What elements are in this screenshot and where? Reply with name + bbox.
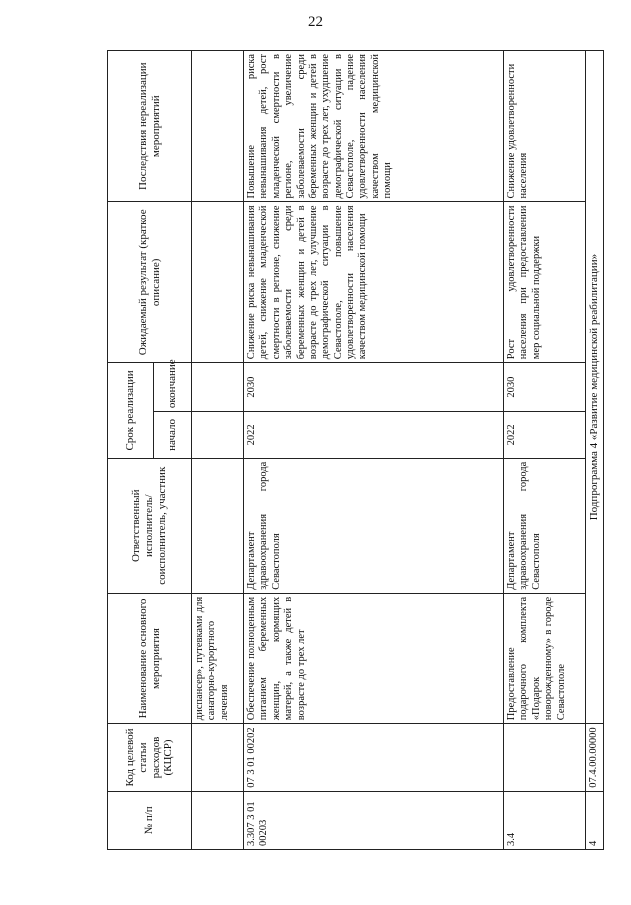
row-start xyxy=(192,412,244,459)
header-row xyxy=(108,51,154,850)
row-executor: Департамент здравоохранения города Севастополя xyxy=(244,458,504,593)
row-start: 2022 xyxy=(504,412,586,459)
row-executor: Департамент здравоохранения города Севастополя xyxy=(504,458,586,593)
subprogram-row xyxy=(586,51,604,850)
rotated-table-container xyxy=(107,50,601,850)
header-result: Ожидаемый результат (краткое описание) xyxy=(108,202,192,363)
row-result: Рост удовлетворенности населения при предоставлении мер социальной поддержки xyxy=(504,202,586,363)
row-executor xyxy=(192,458,244,593)
row-consequences xyxy=(192,51,244,202)
page-number: 22 xyxy=(308,14,323,30)
header-term: Срок реализации xyxy=(108,363,154,459)
row-result: Снижение риска невынашивания детей, снижение младенческой смертности в регионе, снижение заболеваемости среди беременных женщин и детей в возрасте до трех лет, улучшение демографической ситуации в Севастополе, повышение удовлетворенности населения качеством медицинской помощи xyxy=(244,202,504,363)
header-num: № п/п xyxy=(108,791,192,849)
row-consequences: Повышение риска невынашивания детей, рост младенческой смертности в регионе, увеличение заболеваемости среди беременных женщин и детей в возрасте до трех лет, ухудшение демографической ситуации в Севастополе, падение удовлетворенности населения качеством медицинской помощи xyxy=(244,51,504,202)
header-code: Код целевой статьи расходов (КЦСР) xyxy=(108,724,192,792)
table-row xyxy=(504,51,586,850)
header-name: Наименование основного мероприятия xyxy=(108,593,192,723)
row-code xyxy=(192,724,244,792)
row-result xyxy=(192,202,244,363)
row-name: диспансер», путевками для санаторно-курортного лечения xyxy=(192,593,244,723)
subprogram-num: 4 xyxy=(586,791,604,849)
row-consequences: Снижение удовлетворенности населения xyxy=(504,51,586,202)
header-consequences: Последствия нереализации мероприятий xyxy=(108,51,192,202)
header-executor: Ответственный исполнитель/соисполнитель, участник xyxy=(108,458,192,593)
row-num xyxy=(192,791,244,849)
row-name: Предоставление подарочного комплекта «Подарок новорожденному» в городе Севастополе xyxy=(504,593,586,723)
header-term-start: начало xyxy=(154,412,192,459)
measures-table xyxy=(107,50,604,850)
row-end xyxy=(192,363,244,412)
row-num: 3.307 3 01 00203 xyxy=(244,791,504,849)
header-term-end: окончание xyxy=(154,363,192,412)
row-start: 2022 xyxy=(244,412,504,459)
row-end: 2030 xyxy=(504,363,586,412)
subprogram-code: 07.4.00.00000 xyxy=(586,724,604,792)
row-name: Обеспечение полноценным питанием беременных женщин, кормящих матерей, а также детей в возрасте до трех лет xyxy=(244,593,504,723)
table-row xyxy=(244,51,504,850)
subprogram-title: Подпрограмма 4 «Развитие медицинской реабилитации» xyxy=(586,51,604,724)
row-num: 3.4 xyxy=(504,791,586,849)
row-code xyxy=(504,724,586,792)
table-row xyxy=(192,51,244,850)
row-code: 07 3 01 00202 xyxy=(244,724,504,792)
row-end: 2030 xyxy=(244,363,504,412)
